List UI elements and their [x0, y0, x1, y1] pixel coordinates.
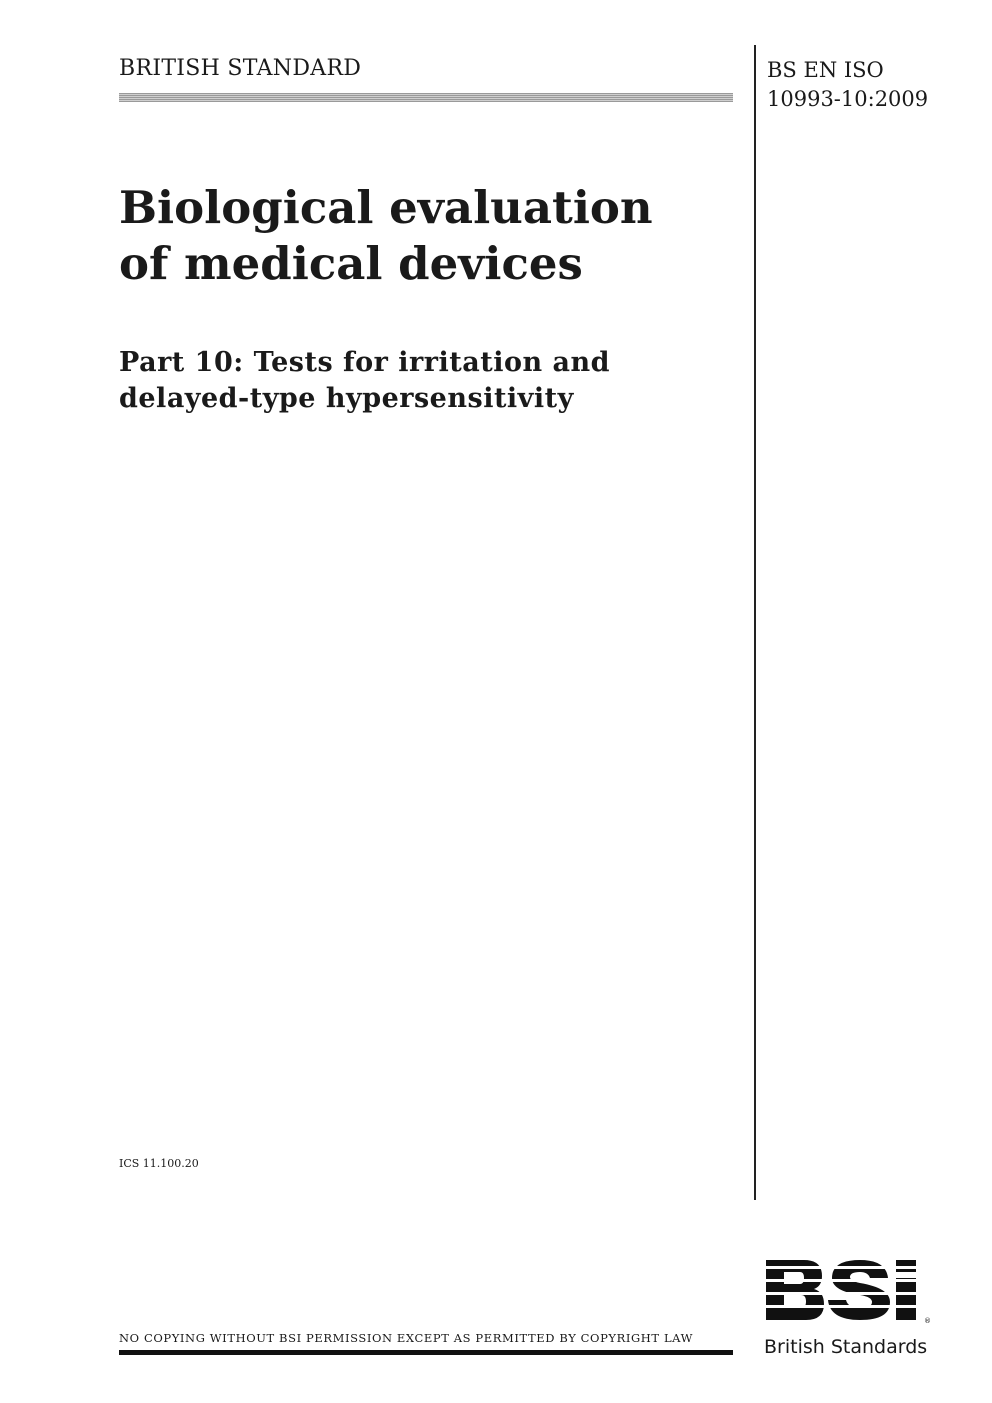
- ics-code: ICS 11.100.20: [119, 1157, 199, 1170]
- standard-number-line2: 10993-10:2009: [767, 87, 929, 111]
- title-line2: of medical devices: [119, 237, 583, 290]
- document-title: [119, 180, 739, 292]
- header-rule: [119, 93, 733, 102]
- registered-mark: ®: [924, 1317, 931, 1325]
- footer-rule: [119, 1350, 733, 1355]
- vertical-divider: [754, 45, 756, 1200]
- bsi-logo-caption: British Standards: [764, 1336, 928, 1358]
- subtitle-line2: delayed-type hypersensitivity: [119, 383, 574, 414]
- subtitle-line1: Part 10: Tests for irritation and: [119, 347, 611, 378]
- document-subtitle: [119, 345, 739, 417]
- standard-number: [767, 56, 928, 114]
- document-type-label: BRITISH STANDARD: [119, 56, 362, 81]
- copyright-notice: NO COPYING WITHOUT BSI PERMISSION EXCEPT AS PERMITTED BY COPYRIGHT LAW: [119, 1331, 694, 1345]
- standard-number-line1: BS EN ISO: [767, 58, 884, 82]
- title-line1: Biological evaluation: [119, 181, 653, 234]
